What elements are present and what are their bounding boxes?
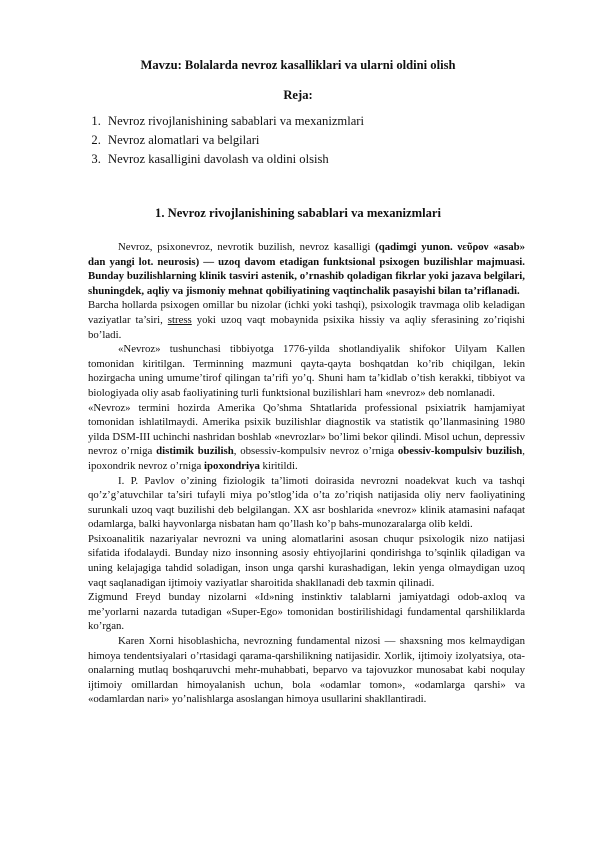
section-heading: 1. Nevroz rivojlanishining sabablari va mexanizmlari (155, 206, 441, 220)
paragraph: Karen Xorni hisoblashicha, nevrozning fundamental nizosi — shaxsning mos kelmaydigan himoya tendentsiyalari o’rtasidagi qarama-qarshilikning natijasidir. Xorlik, ijtimoiy izolyatsiya, ota-onalarning mutlaq boshqaruvchi mehr-muhabbati, beparvo va tajovuzkor munosabat kabi noqulay ijtimoiy omillardan himoyalanish uchun, bola «odamlar tomon», «odamlarga qarshi» va «odamlardan nari» yo’nalishlarga asoslangan himoya usullarini shakllantiradi. (88, 635, 525, 706)
plan-list (82, 112, 364, 169)
paragraph: I. P. Pavlov o’zining fiziologik ta’limoti doirasida nevrozni noadekvat kuch va tashqi qo’z’g’atuvchilar ta’siri tufayli miya po’stlog’ida o’ta zo’riqish natijasida oliy nerv faoliyatining surunkali uzoq vaqt buzilishi deb belgilangan. XX asr boshlarida «nevroz» klinik atamasini nafaqat odamlarga, balki hayvonlarga nisbatan ham qo’llash ko’p bahs-munozaralarga olib keldi. (88, 474, 525, 531)
text-run: Barcha hollarda psixogen omillar bu nizolar (ichki yoki tashqi), psixologik travmaga olib keladigan vaziyatlar ta’siri, (88, 299, 525, 326)
page-title: Mavzu: Bolalarda nevroz kasalliklari va ularni oldini olish (140, 58, 456, 72)
text-run: «Nevroz» termini hozirda Amerika Qo’shma Shtatlarida professional psixiatrik hamjamiyat tomonidan ishlatilmaydi. Amerika psixik buzilishlar diagnostik va statistik qo’llanmasining 1980 yilda DSM-III uchinchi nashridan boshlab «nevrozlar» bo’limi bekor qilindi. Misol uchun, depressiv nevroz o’rniga (88, 401, 525, 458)
body-text (88, 240, 525, 707)
paragraph: Zigmund Freyd bunday nizolarni «Id»ning instinktiv talablarni jamiyatdagi odob-axloq va me’yorlarni nazarda tutadigan «Super-Ego» tomonidan bostirilishidagi fundamental qarshiliklarda ko’rgan. (88, 591, 525, 633)
paragraph: Psixoanalitik nazariyalar nevrozni va uning alomatlarini asosan chuqur psixologik nizo natijasi sifatida ifodalaydi. Bunday nizo insonning asosiy ehtiyojlarini qondirishga to’sqinlik qiladigan va uning kelajagiga tahdid soladigan, inson unga qarshi kurashadigan, lekin yenga olmaydigan uzoq vaqt saqlanadigan ijtimoiy vaziyatlar sharoitida shakllanadi deb taxmin qilinadi. (88, 532, 525, 589)
plan-item: 2. Nevroz alomatlari va belgilari (104, 131, 364, 150)
text-run: , ipoxondrik nevroz o’rniga (88, 445, 525, 472)
plan-heading: Reja: (283, 88, 313, 102)
text-run: Nevroz, psixonevroz, nevrotik buzilish, nevroz kasalligi (118, 241, 376, 253)
paragraph (88, 298, 525, 342)
paragraph: «Nevroz» tushunchasi tibbiyotga 1776-yilda shotlandiyalik shifokor Uilyam Kallen tomonidan kiritilgan. Terminning mazmuni qayta-qayta boshqatdan ko’rib chiqilgan, lekin hozirgacha uning umume’tirof qilingan ta’rifi yo’q. Shuni ham ta’kidlab o’tish kerakki, tibbiyot va biologiyada oliy asab faoliyatining turli funktsional buzilishlari ham «nevroz» deb nomlanadi. (88, 343, 525, 399)
plan-item: 1. Nevroz rivojlanishining sabablari va mexanizmlari (104, 112, 364, 131)
bold-text: ipoxondriya (204, 459, 260, 472)
text-run: , obsessiv-kompulsiv nevroz o’rniga (233, 445, 398, 458)
paragraph (88, 401, 525, 474)
text-run: yoki uzoq vaqt mobaynida psixika hissiy va aqliy sferasining zo’riqishi bo’ladi. (88, 313, 525, 341)
text-run: kiritildi. (259, 459, 298, 472)
plan-item: 3. Nevroz kasalligini davolash va oldini olsish (104, 150, 364, 169)
paragraph (88, 240, 525, 298)
bold-text: obessiv-kompulsiv buzilish (397, 445, 523, 458)
bold-text: (qadimgi yunon. νεῦρον «asab» dan yangi lot. neurosis) — uzoq davom etadigan funktsional psixogen buzilishlar majmuasi. Bunday buzilishlarning klinik tasviri astenik, o’rnashib qoladigan fikrlar yoki jazava belgilari, shuningdek, aqliy va jismoniy mehnat qobiliyatining vaqtinchalik pasayishi bilan ta’riflanadi. (88, 241, 525, 297)
bold-text: distimik buzilish (156, 445, 234, 458)
stress-link[interactable]: stress (167, 313, 192, 326)
